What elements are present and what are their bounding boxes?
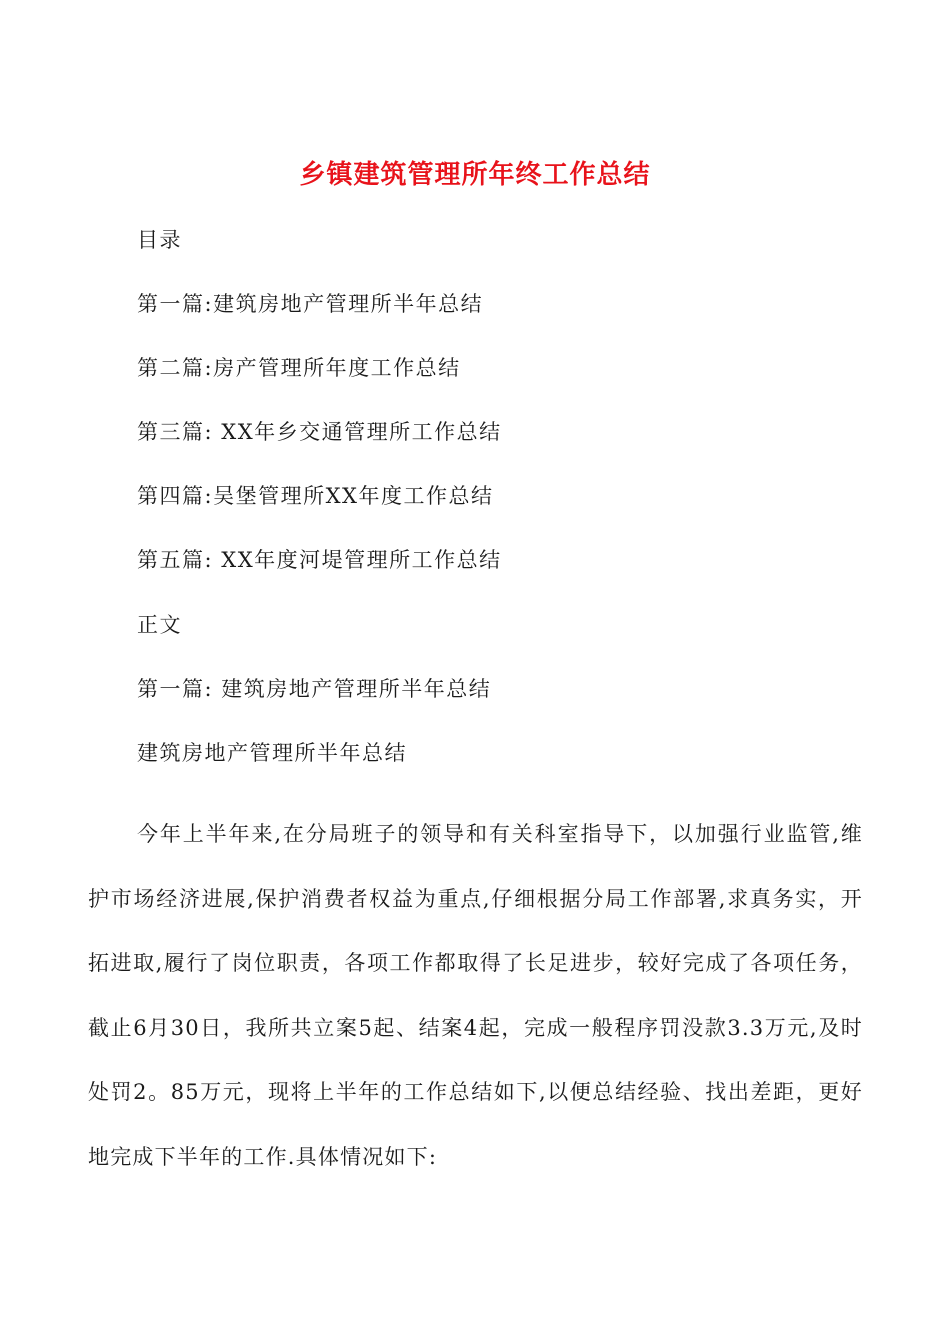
toc-heading: 目录 <box>137 228 182 252</box>
section-heading: 第一篇: 建筑房地产管理所半年总结 <box>137 677 492 701</box>
document-title: 乡镇建筑管理所年终工作总结 <box>299 160 651 190</box>
toc-item-5: 第五篇: XX年度河堤管理所工作总结 <box>137 548 502 572</box>
toc-item-1: 第一篇:建筑房地产管理所半年总结 <box>137 292 484 316</box>
body-heading: 正文 <box>137 613 182 637</box>
toc-item-2: 第二篇:房产管理所年度工作总结 <box>137 356 461 380</box>
body-paragraph: 今年上半年来,在分局班子的领导和有关科室指导下，以加强行业监管,维护市场经济进展,保护消费者权益为重点,仔细根据分局工作部署,求真务实，开拓进取,履行了岗位职责，各项工作都取得了长足进步，较好完成了各项任务，截止6月30日，我所共立案5起、结案4起，完成一般程序罚没款3.3万元,及时处罚2。85万元，现将上半年的工作总结如下,以便总结经验、找出差距，更好地完成下半年的工作.具体情况如下: <box>88 822 863 1169</box>
toc-item-3: 第三篇: XX年乡交通管理所工作总结 <box>137 420 502 444</box>
toc-item-4: 第四篇:吴堡管理所XX年度工作总结 <box>137 484 494 508</box>
section-subtitle: 建筑房地产管理所半年总结 <box>137 741 407 765</box>
